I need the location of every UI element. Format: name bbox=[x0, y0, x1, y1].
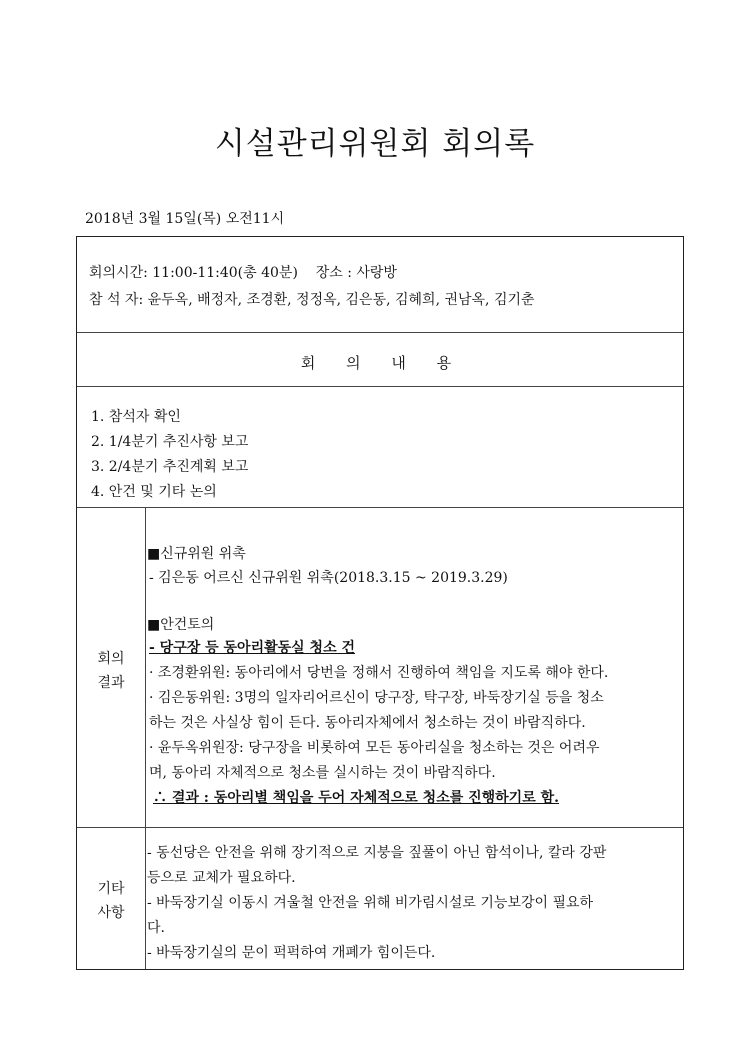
agenda-item: 1. 참석자 확인 bbox=[91, 409, 181, 425]
meeting-time-line: 회의시간: 11:00-11:40(총 40분) 장소 : 사랑방 bbox=[89, 265, 397, 281]
opinion: 며, 동아리 자체적으로 청소를 실시하는 것이 바람직하다. bbox=[149, 765, 496, 781]
minutes-table bbox=[76, 236, 684, 970]
divider bbox=[77, 827, 683, 828]
other-item: - 바둑장기실 이동시 겨울철 안전을 위해 비가림시설로 기능보강이 필요하 bbox=[147, 895, 594, 911]
new-member-header: ■신규위원 위촉 bbox=[147, 546, 246, 562]
attendees-line: 참 석 자: 윤두옥, 배정자, 조경환, 정정옥, 김은동, 김혜희, 권남옥, 김기춘 bbox=[89, 292, 535, 308]
other-label-line: 기타 bbox=[97, 881, 125, 897]
divider bbox=[77, 386, 683, 387]
column-divider bbox=[145, 507, 146, 827]
document-title: 시설관리위원회 회의록 bbox=[214, 126, 536, 162]
meeting-date: 2018년 3월 15일(목) 오전11시 bbox=[85, 211, 285, 227]
opinion: 하는 것은 사실상 힘이 든다. 동아리자체에서 청소하는 것이 바람직하다. bbox=[149, 715, 586, 731]
column-divider bbox=[145, 827, 146, 969]
divider bbox=[77, 507, 683, 508]
conclusion: ∴ 결과 : 동아리별 책임을 두어 자체적으로 청소를 진행하기로 함. bbox=[153, 790, 560, 806]
result-label-line: 결과 bbox=[97, 675, 125, 691]
other-label-line: 사항 bbox=[97, 905, 125, 921]
other-label bbox=[77, 877, 145, 925]
agenda-item: 2. 1/4분기 추진사항 보고 bbox=[91, 434, 249, 450]
opinion: · 조경환위원: 동아리에서 당번을 정해서 진행하여 책임을 지도록 해야 한다. bbox=[149, 665, 609, 681]
agenda-item: 3. 2/4분기 추진계획 보고 bbox=[91, 459, 249, 475]
other-item: 등으로 교체가 필요하다. bbox=[147, 870, 296, 886]
other-item: 다. bbox=[147, 920, 165, 936]
agenda-item: 4. 안건 및 기타 논의 bbox=[91, 484, 217, 500]
divider bbox=[77, 332, 683, 333]
opinion: · 윤두옥위원장: 당구장을 비롯하여 모든 동아리실을 청소하는 것은 어려우 bbox=[149, 740, 600, 756]
opinion: · 김은동위원: 3명의 일자리어르신이 당구장, 탁구장, 바둑장기실 등을 청소 bbox=[149, 690, 604, 706]
agenda-topic: - 당구장 등 동아리활동실 청소 건 bbox=[149, 640, 355, 656]
other-item: - 바둑장기실의 문이 퍽퍽하여 개폐가 힘이든다. bbox=[147, 945, 436, 961]
new-member-detail: - 김은동 어르신 신규위원 위촉(2018.3.15 ~ 2019.3.29) bbox=[149, 570, 508, 586]
result-label-line: 회의 bbox=[97, 651, 125, 667]
agenda-discussion-header: ■안건토의 bbox=[147, 617, 215, 633]
result-label bbox=[77, 647, 145, 695]
other-item: - 동선당은 안전을 위해 장기적으로 지붕을 짚풀이 아닌 함석이나, 칼라 강판 bbox=[147, 845, 607, 861]
section-heading: 회 의 내 용 bbox=[300, 354, 460, 372]
